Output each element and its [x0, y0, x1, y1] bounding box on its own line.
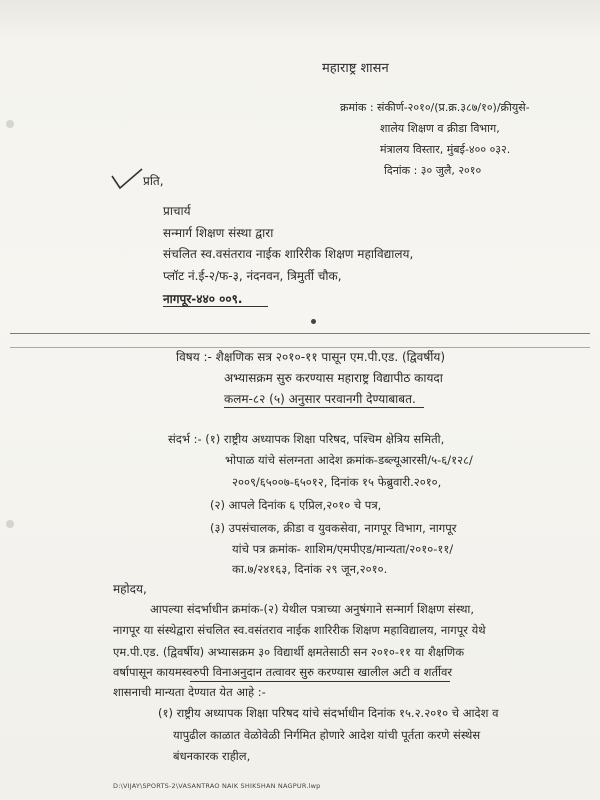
office-address: मंत्रालय विस्तार, मुंबई-४०० ०३२. — [380, 143, 511, 156]
punch-hole — [6, 520, 14, 528]
tick-mark-icon — [108, 166, 148, 192]
recipient-city: नागपूर-४४० ००९. — [163, 292, 243, 306]
recipient-line: प्लॉट नं.ई-२/फ-३, नंदनवन, त्रिमुर्ती चौक, — [163, 269, 342, 283]
subject-line: अभ्यासक्रम सुरु करण्यास महाराष्ट्र विद्यापीठ कायदा — [224, 371, 443, 385]
body-line: शासनाची मान्यता देण्यात येत आहे :- — [113, 685, 266, 699]
condition-line: (१) राष्ट्रीय अध्यापक शिक्षा परिषद यांचे संदर्भाधीन दिनांक १५.२.२०१० चे आदेश व — [158, 706, 499, 720]
file-path-footer: D:\VIJAY\SPORTS-2\VASANTRAO NAIK SHIKSHAN NAGPUR.lwp — [113, 782, 321, 790]
department-name: शालेय शिक्षण व क्रीडा विभाग, — [380, 122, 500, 135]
body-line: आपल्या संदर्भाधीन क्रमांक-(२) येथील पत्राच्या अनुषंगाने सन्मार्ग शिक्षण संस्था, — [150, 602, 475, 616]
body-line: एम.पी.एड. (द्विवर्षीय) अभ्यासक्रम ३० विद्यार्थी क्षमतेसाठी सन २०१०-११ या शैक्षणिक — [113, 645, 465, 659]
reference-line: का.७/२४१६३, दिनांक २९ जून,२०१०. — [232, 562, 388, 576]
bleed-through-text — [110, 2, 530, 38]
body-line: नागपूर या संस्थेद्वारा संचलित स्व.वसंतराव नाईक शारिरीक शिक्षण महाविद्यालय, नागपूर येथे — [113, 623, 486, 637]
underline — [163, 306, 268, 307]
subject-line: विषय :- शैक्षणिक सत्र २०१०-११ पासून एम.पी.एड. (द्विवर्षीय) — [176, 350, 446, 364]
reference-line: (२) आपले दिनांक ६ एप्रिल,२०१० चे पत्र, — [210, 498, 382, 512]
reference-line: यांचे पत्र क्रमांक- शाशिम/एमपीएड/मान्यता/२०१०-११/ — [232, 542, 454, 556]
condition-line: यापुढील काळात वेळोवेळी निर्गमित होणारे आदेश यांची पूर्तता करणे संस्थेस — [173, 728, 481, 742]
page-title: महाराष्ट्र शासन — [322, 61, 389, 76]
subject-line: कलम-८२ (५) अनुसार परवानगी देण्याबाबत. — [224, 392, 416, 406]
divider — [10, 333, 590, 334]
reference-number: क्रमांक : संकीर्ण-२०१०/(प्र.क्र.३८७/१०)/क्रीयुसे- — [340, 101, 530, 114]
recipient-line: प्राचार्य — [163, 204, 191, 218]
recipient-prefix: प्रति, — [143, 174, 164, 188]
condition-line: बंधनकारक राहील, — [173, 749, 251, 763]
reference-line: (३) उपसंचालक, क्रीडा व युवकसेवा, नागपूर विभाग, नागपूर — [210, 521, 457, 535]
underline — [224, 407, 424, 408]
reference-line: संदर्भ :- (१) राष्ट्रीय अध्यापक शिक्षा परिषद, पश्चिम क्षेत्रिय समिती, — [168, 432, 445, 446]
underline — [190, 681, 450, 682]
salutation: महोदय, — [113, 582, 147, 596]
punch-hole — [6, 120, 14, 128]
recipient-line: संचलित स्व.वसंतराव नाईक शारिरीक शिक्षण महाविद्यालय, — [163, 247, 414, 261]
recipient-line: सन्मार्ग शिक्षण संस्था द्वारा — [163, 226, 274, 240]
reference-line: भोपाळ यांचे संलग्नता आदेश क्रमांक-डब्ल्यूआरसी/५-६/१२८/ — [225, 453, 473, 467]
ink-dot — [311, 319, 316, 324]
body-line: वर्षापासून कायमस्वरुपी विनाअनुदान तत्वावर सुरु करण्यास खालील अटी व शर्तीवर — [113, 665, 453, 679]
reference-line: २००९/६५००७-६५०१२, दिनांक १५ फेब्रुवारी.२०१०, — [232, 475, 442, 489]
letter-date: दिनांक : ३० जुलै, २०१० — [384, 164, 482, 177]
